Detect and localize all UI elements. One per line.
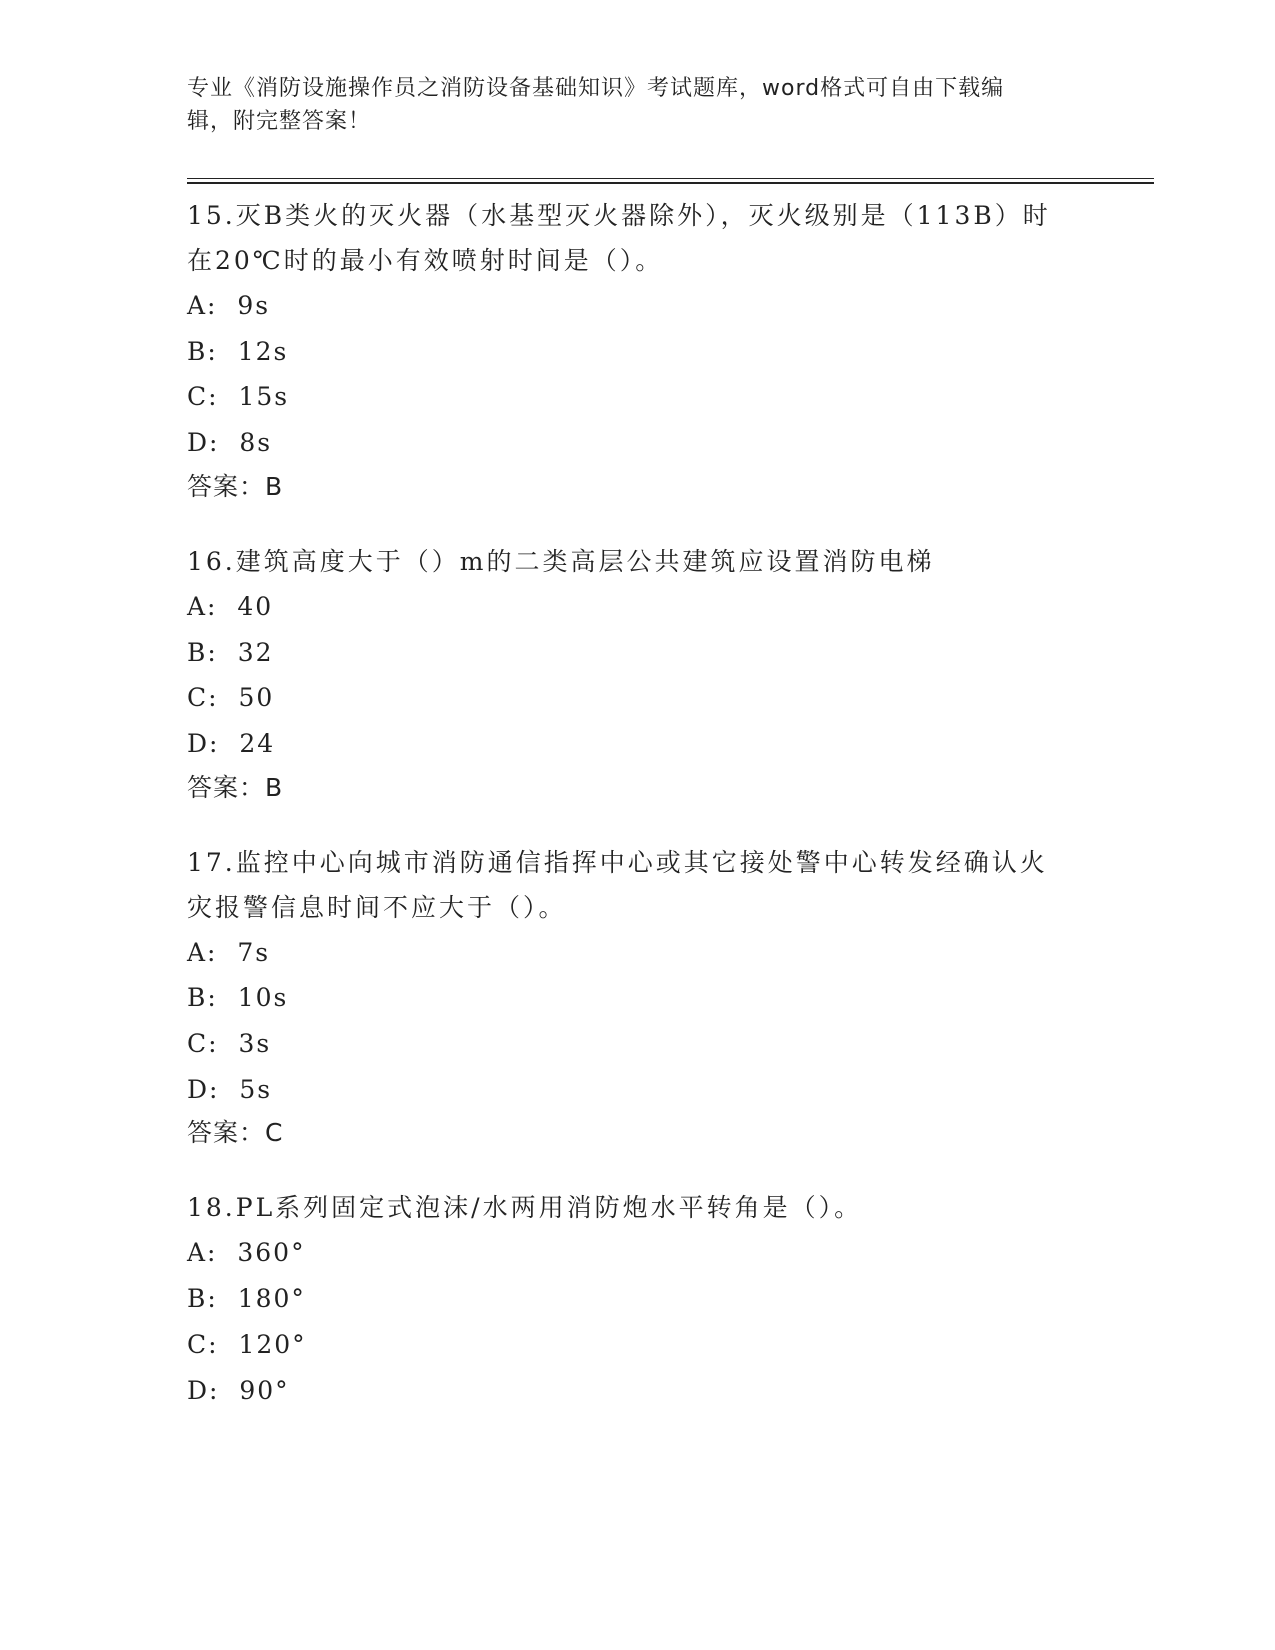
question-list	[187, 193, 1087, 1444]
answer-prefix: 答案：	[187, 772, 266, 802]
answer-option: A: 7s	[187, 937, 271, 967]
answer-option: A: 9s	[187, 291, 271, 320]
question-item	[187, 1185, 1087, 1413]
answer-option: B: 180°	[187, 1284, 306, 1314]
answer-value: B	[265, 772, 284, 802]
header-line-2: 辑，附完整答案！	[187, 109, 372, 134]
question-text: 16.建筑高度大于（）m的二类高层公共建筑应设置消防电梯	[187, 546, 935, 576]
header-divider	[187, 178, 1154, 179]
answer-option: D: 24	[187, 728, 276, 758]
answer-option: B: 32	[187, 637, 274, 667]
answer-option: D: 5s	[187, 1074, 273, 1104]
answer-option: C: 50	[187, 683, 275, 713]
answer-value: C	[265, 1118, 284, 1148]
answer-key	[187, 1112, 1087, 1154]
question-text: 17.监控中心向城市消防通信指挥中心或其它接处警中心转发经确认火	[187, 847, 1048, 877]
question-text: 18.PL系列固定式泡沫/水两用消防炮水平转角是（）。	[187, 1193, 863, 1223]
question-text: 在20℃时的最小有效喷射时间是（）。	[187, 246, 664, 275]
answer-option: C: 3s	[187, 1029, 272, 1059]
answer-option: A: 40	[187, 591, 274, 621]
header-divider-thick	[187, 182, 1154, 184]
answer-option: A: 360°	[187, 1238, 306, 1268]
question-text: 15.灭B类火的灭火器（水基型灭火器除外），灭火级别是（113B）时	[187, 201, 1051, 230]
answer-option: D: 8s	[187, 428, 273, 458]
document-header	[187, 72, 1067, 138]
answer-option: C: 120°	[187, 1329, 307, 1359]
question-item	[187, 840, 1087, 1155]
question-item	[187, 193, 1087, 508]
answer-option: C: 15s	[187, 382, 290, 412]
question-text: 灾报警信息时间不应大于（）。	[187, 892, 567, 922]
answer-prefix: 答案：	[187, 1118, 266, 1148]
answer-option: D: 90°	[187, 1375, 290, 1405]
answer-prefix: 答案：	[187, 471, 266, 501]
answer-value: B	[265, 471, 284, 501]
answer-key	[187, 767, 1087, 809]
answer-option: B: 10s	[187, 983, 289, 1013]
question-item	[187, 539, 1087, 809]
answer-option: B: 12s	[187, 336, 289, 366]
answer-key	[187, 466, 1087, 508]
header-line-1: 专业《消防设施操作员之消防设备基础知识》考试题库，word格式可自由下载编	[187, 76, 1005, 101]
